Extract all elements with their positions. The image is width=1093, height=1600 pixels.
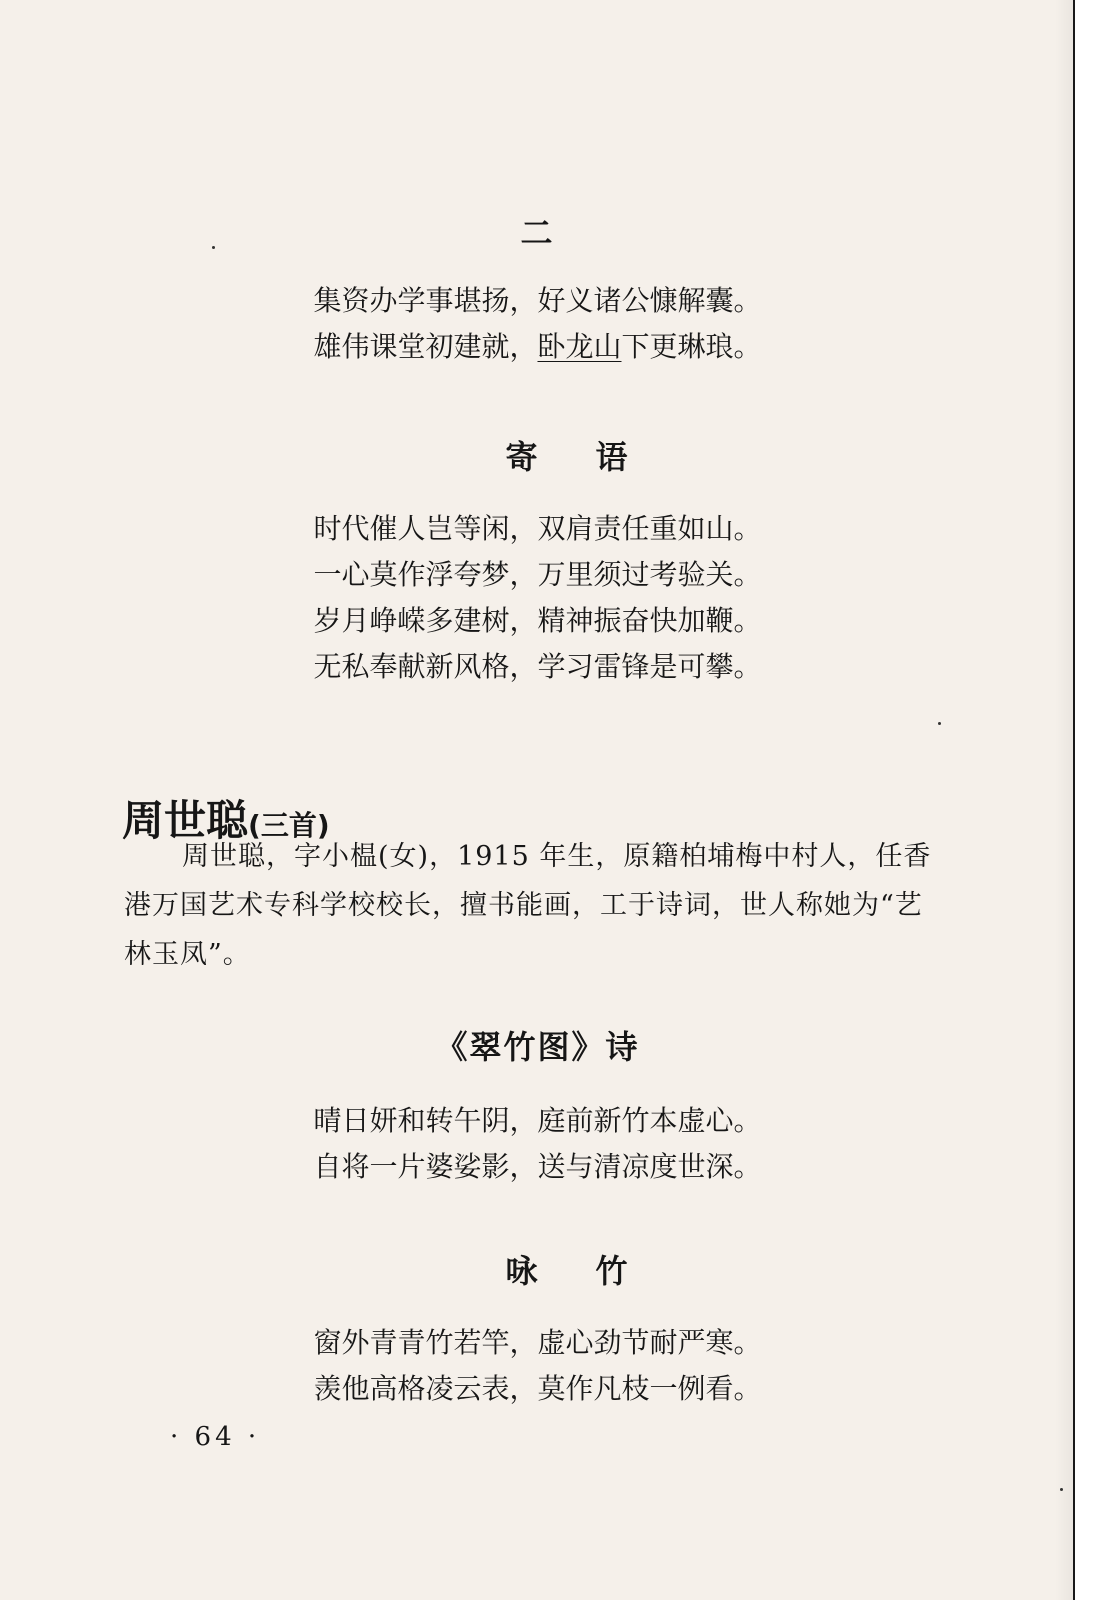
poem-part-two-line-2-start: 雄伟课堂初建就， [313,330,538,363]
place-name-wolongshan: 卧龙山 [537,330,622,363]
page-number: · 64 · [170,1422,261,1452]
poem-jiyu-title: 寄语 [505,438,686,476]
poem-jiyu-line-2: 一心莫作浮夸梦，万里须过考验关。 [313,558,762,591]
poem-cuizhutu-title: 《翠竹图》诗 [435,1028,640,1066]
poem-yongzhu-title: 咏竹 [505,1252,686,1290]
author-bio: 周世聪，字小榅(女)，1915 年生，原籍柏埔梅中村人，任香港万国艺术专科学校校长，擅书能画，工于诗词，世人称她为“艺林玉凤”。 [124,841,932,970]
scan-speck [1060,1488,1063,1491]
poem-part-two-line-1: 集资办学事堪扬，好义诸公慷解囊。 [313,284,762,317]
author-poem-count: (三首) [248,809,330,842]
poem-cuizhutu-line-2: 自将一片婆娑影，送与清凉度世深。 [313,1150,762,1183]
poem-jiyu-line-1: 时代催人岂等闲，双肩责任重如山。 [313,512,762,545]
poem-jiyu-line-4: 无私奉献新风格，学习雷锋是可攀。 [313,650,762,683]
poem-part-two-number: 二 [520,214,555,252]
scan-speck [212,246,215,249]
poem-cuizhutu-line-1: 晴日妍和转午阴，庭前新竹本虚心。 [313,1104,762,1137]
poem-jiyu-line-3: 岁月峥嵘多建树，精神振奋快加鞭。 [313,604,762,637]
poem-part-two-line-2-end: 下更琳琅。 [621,330,762,363]
scan-speck [938,722,941,725]
poem-yongzhu-line-1: 窗外青青竹若竿，虚心劲节耐严寒。 [313,1326,762,1359]
author-name: 周世聪 [122,796,249,845]
poem-part-two-line-2 [0,324,1075,370]
poem-yongzhu-line-2: 羡他高格凌云表，莫作凡枝一例看。 [313,1372,762,1405]
